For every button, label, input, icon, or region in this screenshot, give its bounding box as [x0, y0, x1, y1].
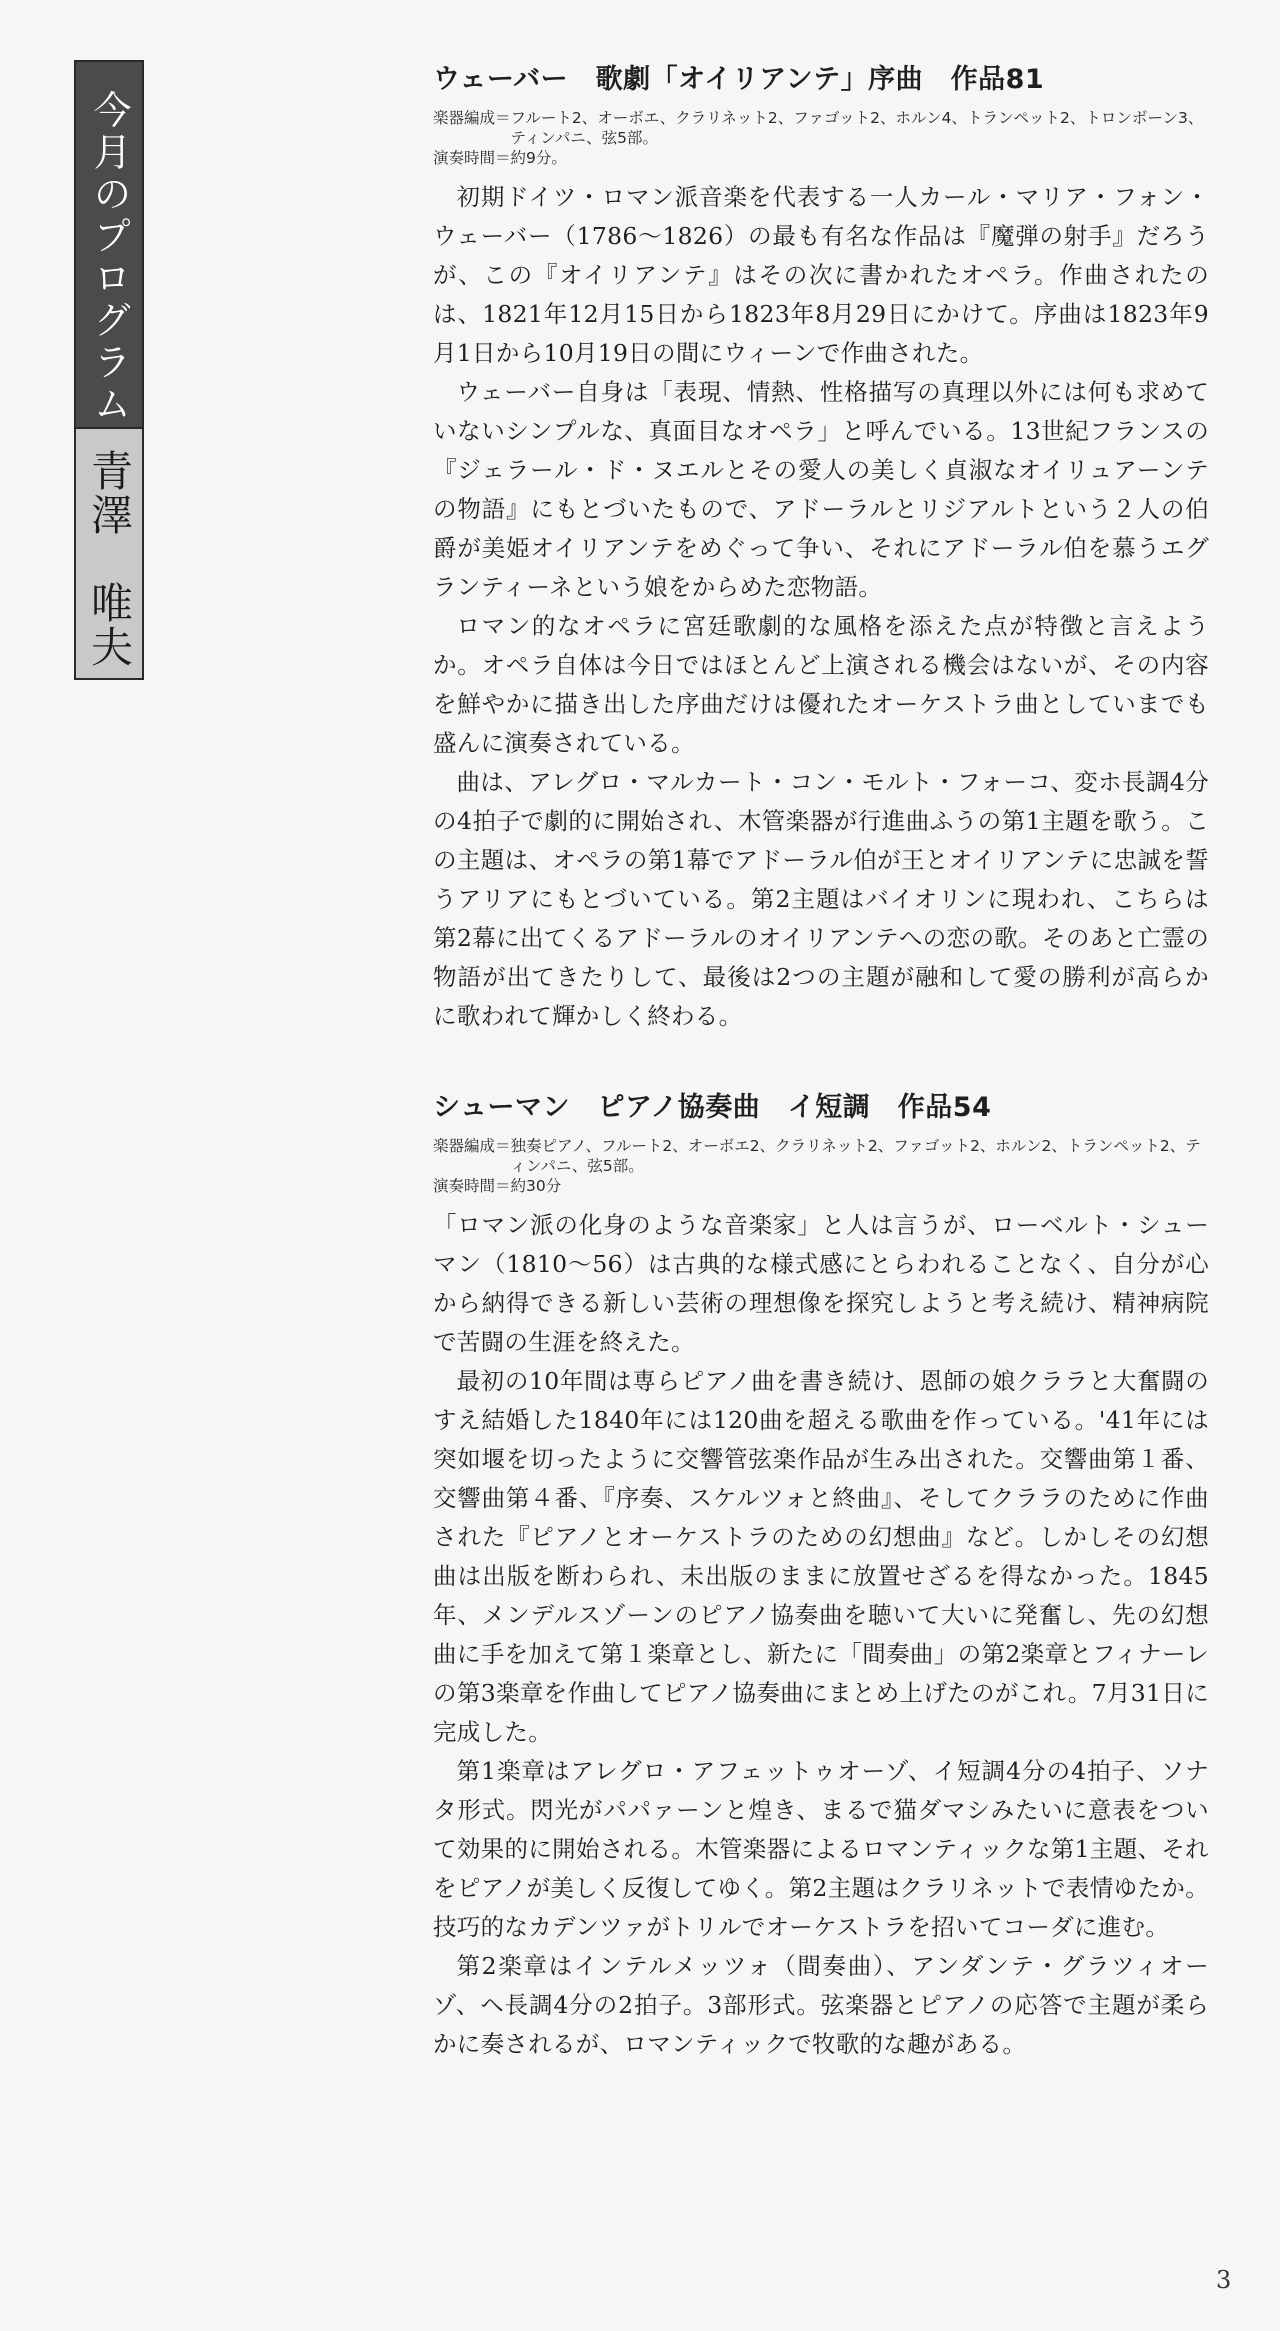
- paragraph: 初期ドイツ・ロマン派音楽を代表する一人カール・マリア・フォン・ウェーバー（1786～1826）の最も有名な作品は『魔弾の射手』だろうが、この『オイリアンテ』はその次に書かれたオペラ。作曲されたのは、1821年12月15日から1823年8月29日にかけて。序曲は1823年9月1日から10月19日の間にウィーンで作曲された。: [433, 183, 1209, 367]
- paragraph: 第1楽章はアレグロ・アフェットゥオーゾ、イ短調4分の4拍子、ソナタ形式。閃光がパパァーンと煌き、まるで猫ダマシみたいに意表をついて効果的に開始される。木管楽器によるロマンティックな第1主題、それをピアノが美しく反復してゆく。第2主題はクラリネットで表情ゆたか。技巧的なカデンツァがトリルでオーケストラを招いてコーダに進む。: [433, 1757, 1209, 1941]
- section-schumann: [433, 1090, 1209, 2064]
- program-notes: [433, 62, 1209, 2064]
- instrumentation-value: フルート2、オーボエ、クラリネット2、ファゴット2、ホルン4、トランペット2、トロンボーン3、ティンパニ、弦5部。: [510, 109, 1204, 147]
- side-heading: 今月のプログラム: [87, 90, 131, 426]
- paragraph: ウェーバー自身は「表現、情熱、性格描写の真理以外には何も求めていないシンプルな、真面目なオペラ」と呼んでいる。13世紀フランスの『ジェラール・ド・ヌエルとその愛人の美しく貞淑なオイリュアーンテの物語』にもとづいたもので、アドーラルとリジアルトという２人の伯爵が美姫オイリアンテをめぐって争い、それにアドーラル伯を慕うエグランティーネという娘をからめた恋物語。: [433, 378, 1209, 601]
- duration-value: 約9分。: [510, 149, 567, 167]
- section-body: [433, 1206, 1209, 2064]
- section-title: シューマン ピアノ協奏曲 イ短調 作品54: [433, 1092, 992, 1123]
- program-side-label: [74, 60, 144, 680]
- paragraph: ロマン的なオペラに宮廷歌劇的な風格を添えた点が特徴と言えようか。オペラ自体は今日ではほとんど上演される機会はないが、その内容を鮮やかに描き出した序曲だけは優れたオーケストラ曲としていまでも盛んに演奏されている。: [433, 612, 1209, 757]
- paragraph: 曲は、アレグロ・マルカート・コン・モルト・フォーコ、変ホ長調4分の4拍子で劇的に開始され、木管楽器が行進曲ふうの第1主題を歌う。この主題は、オペラの第1幕でアドーラル伯が王とオイリアンテに忠誠を誓うアリアにもとづいている。第2主題はバイオリンに現われ、こちらは第2幕に出てくるアドーラルのオイリアンテへの恋の歌。そのあと亡霊の物語が出てきたりして、最後は2つの主題が融和して愛の勝利が高らかに歌われて輝かしく終わる。: [433, 768, 1209, 1030]
- side-author-panel: [76, 427, 142, 678]
- section-weber: [433, 62, 1209, 1036]
- instrumentation: [433, 1136, 1209, 1196]
- side-heading-panel: [76, 62, 142, 427]
- side-author: 青澤 唯夫: [85, 449, 134, 669]
- paragraph: 最初の10年間は専らピアノ曲を書き続け、恩師の娘クララと大奮闘のすえ結婚した1840年には120曲を超える歌曲を作っている。'41年には突如堰を切ったように交響管弦楽作品が生み出された。交響曲第１番、交響曲第４番、『序奏、スケルツォと終曲』、そしてクララのために作曲された『ピアノとオーケストラのための幻想曲』など。しかしその幻想曲は出版を断わられ、未出版のままに放置せざるを得なかった。1845年、メンデルスゾーンのピアノ協奏曲を聴いて大いに発奮し、先の幻想曲に手を加えて第１楽章とし、新たに「間奏曲」の第2楽章とフィナーレの第3楽章を作曲してピアノ協奏曲にまとめ上げたのがこれ。7月31日に完成した。: [433, 1367, 1209, 1746]
- section-body: [433, 178, 1209, 1036]
- duration-label: 演奏時間＝: [433, 149, 511, 167]
- paragraph: 第2楽章はインテルメッツォ（間奏曲）、アンダンテ・グラツィオーゾ、ヘ長調4分の2拍子。3部形式。弦楽器とピアノの応答で主題が柔らかに奏されるが、ロマンティックで牧歌的な趣がある。: [433, 1952, 1209, 2058]
- duration-value: 約30分: [510, 1177, 562, 1195]
- page-number: 3: [1216, 2266, 1232, 2294]
- duration-label: 演奏時間＝: [433, 1177, 511, 1195]
- instrumentation: [433, 108, 1209, 168]
- instrumentation-value: 独奏ピアノ、フルート2、オーボエ2、クラリネット2、ファゴット2、ホルン2、トランペット2、ティンパニ、弦5部。: [510, 1137, 1201, 1175]
- instrumentation-label: 楽器編成＝: [433, 109, 511, 127]
- instrumentation-label: 楽器編成＝: [433, 1137, 511, 1155]
- section-title: ウェーバー 歌劇「オイリアンテ」序曲 作品81: [433, 64, 1045, 95]
- paragraph: 「ロマン派の化身のような音楽家」と人は言うが、ローベルト・シューマン（1810～56）は古典的な様式感にとらわれることなく、自分が心から納得できる新しい芸術の理想像を探究しようと考え続け、精神病院で苦闘の生涯を終えた。: [433, 1211, 1209, 1356]
